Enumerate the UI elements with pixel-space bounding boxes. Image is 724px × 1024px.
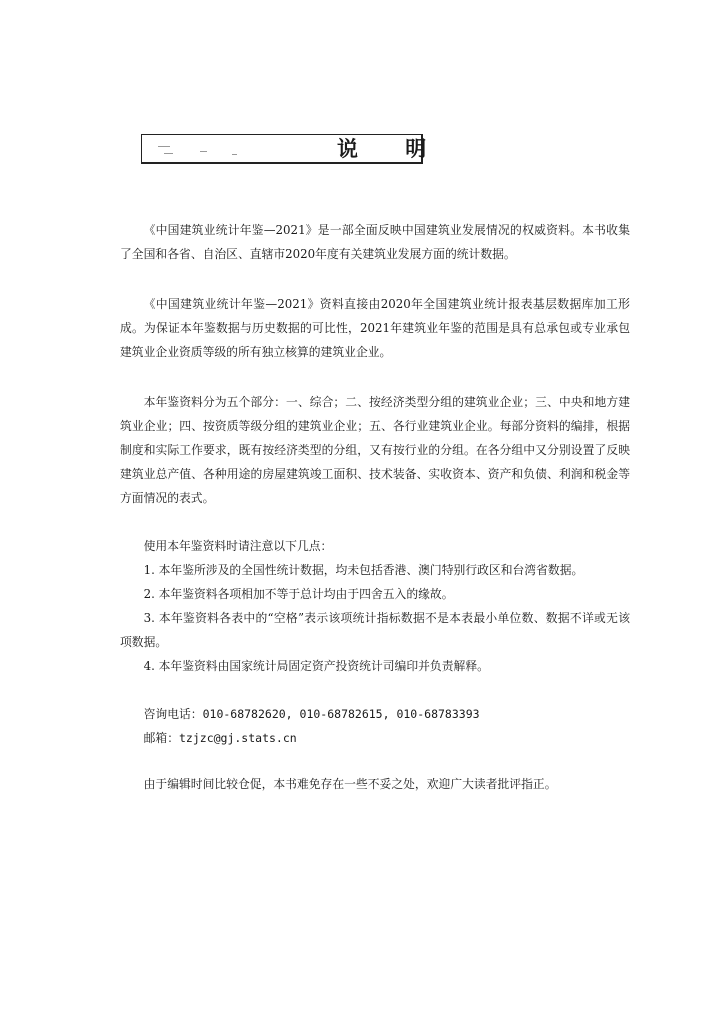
contact-email bbox=[120, 726, 630, 750]
paragraph-structure: 本年鉴资料分为五个部分：一、综合；二、按经济类型分组的建筑业企业；三、中央和地方建筑业企业；四、按资质等级分组的建筑业企业；五、各行业建筑业企业。每部分资料的编排，根据制度和实际工作要求，既有按经济类型的分组，又有按行业的分组。在各分组中又分别设置了反映建筑业总产值、各种用途的房屋建筑竣工面积、技术装备、实收资本、资产和负债、利润和税金等方面情况的表式。 bbox=[120, 395, 630, 505]
phone-value: 010-68782620, 010-68782615, 010-68783393 bbox=[202, 707, 480, 721]
paragraph-intro: 《中国建筑业统计年鉴—2021》是一部全面反映中国建筑业发展情况的权威资料。本书收集了全国和各省、自治区、直辖市2020年度有关建筑业发展方面的统计数据。 bbox=[120, 223, 630, 261]
note-item: 1. 本年鉴所涉及的全国性统计数据，均未包括香港、澳门特别行政区和台湾省数据。 bbox=[143, 563, 584, 577]
email-value: tzjzc@gj.stats.cn bbox=[179, 731, 297, 745]
document-body bbox=[120, 218, 630, 796]
email-label: 邮箱： bbox=[143, 731, 179, 745]
paragraph-source: 《中国建筑业统计年鉴—2021》资料直接由2020年全国建筑业统计报表基层数据库加工形成。为保证本年鉴数据与历史数据的可比性，2021年建筑业年鉴的范围是具有总承包或专业承包建筑业企业资质等级的所有独立核算的建筑业企业。 bbox=[120, 297, 630, 359]
page-title: 说 明 bbox=[337, 137, 447, 161]
scan-mark bbox=[158, 146, 170, 147]
scan-mark bbox=[232, 154, 237, 155]
note-item: 3. 本年鉴资料各表中的“空格”表示该项统计指标数据不是本表最小单位数、数据不详或无该项数据。 bbox=[120, 611, 630, 649]
scan-mark bbox=[164, 153, 173, 154]
closing-statement: 由于编辑时间比较仓促，本书难免存在一些不妥之处，欢迎广大读者批评指正。 bbox=[143, 777, 557, 791]
notes-intro: 使用本年鉴资料时请注意以下几点： bbox=[143, 539, 333, 553]
scan-mark bbox=[200, 151, 207, 152]
contact-phone bbox=[120, 702, 630, 726]
note-item: 4. 本年鉴资料由国家统计局固定资产投资统计司编印并负责解释。 bbox=[143, 659, 489, 673]
note-item: 2. 本年鉴资料各项相加不等于总计均由于四舍五入的缘故。 bbox=[143, 587, 454, 601]
title-box bbox=[141, 134, 447, 164]
phone-label: 咨询电话： bbox=[143, 707, 203, 721]
